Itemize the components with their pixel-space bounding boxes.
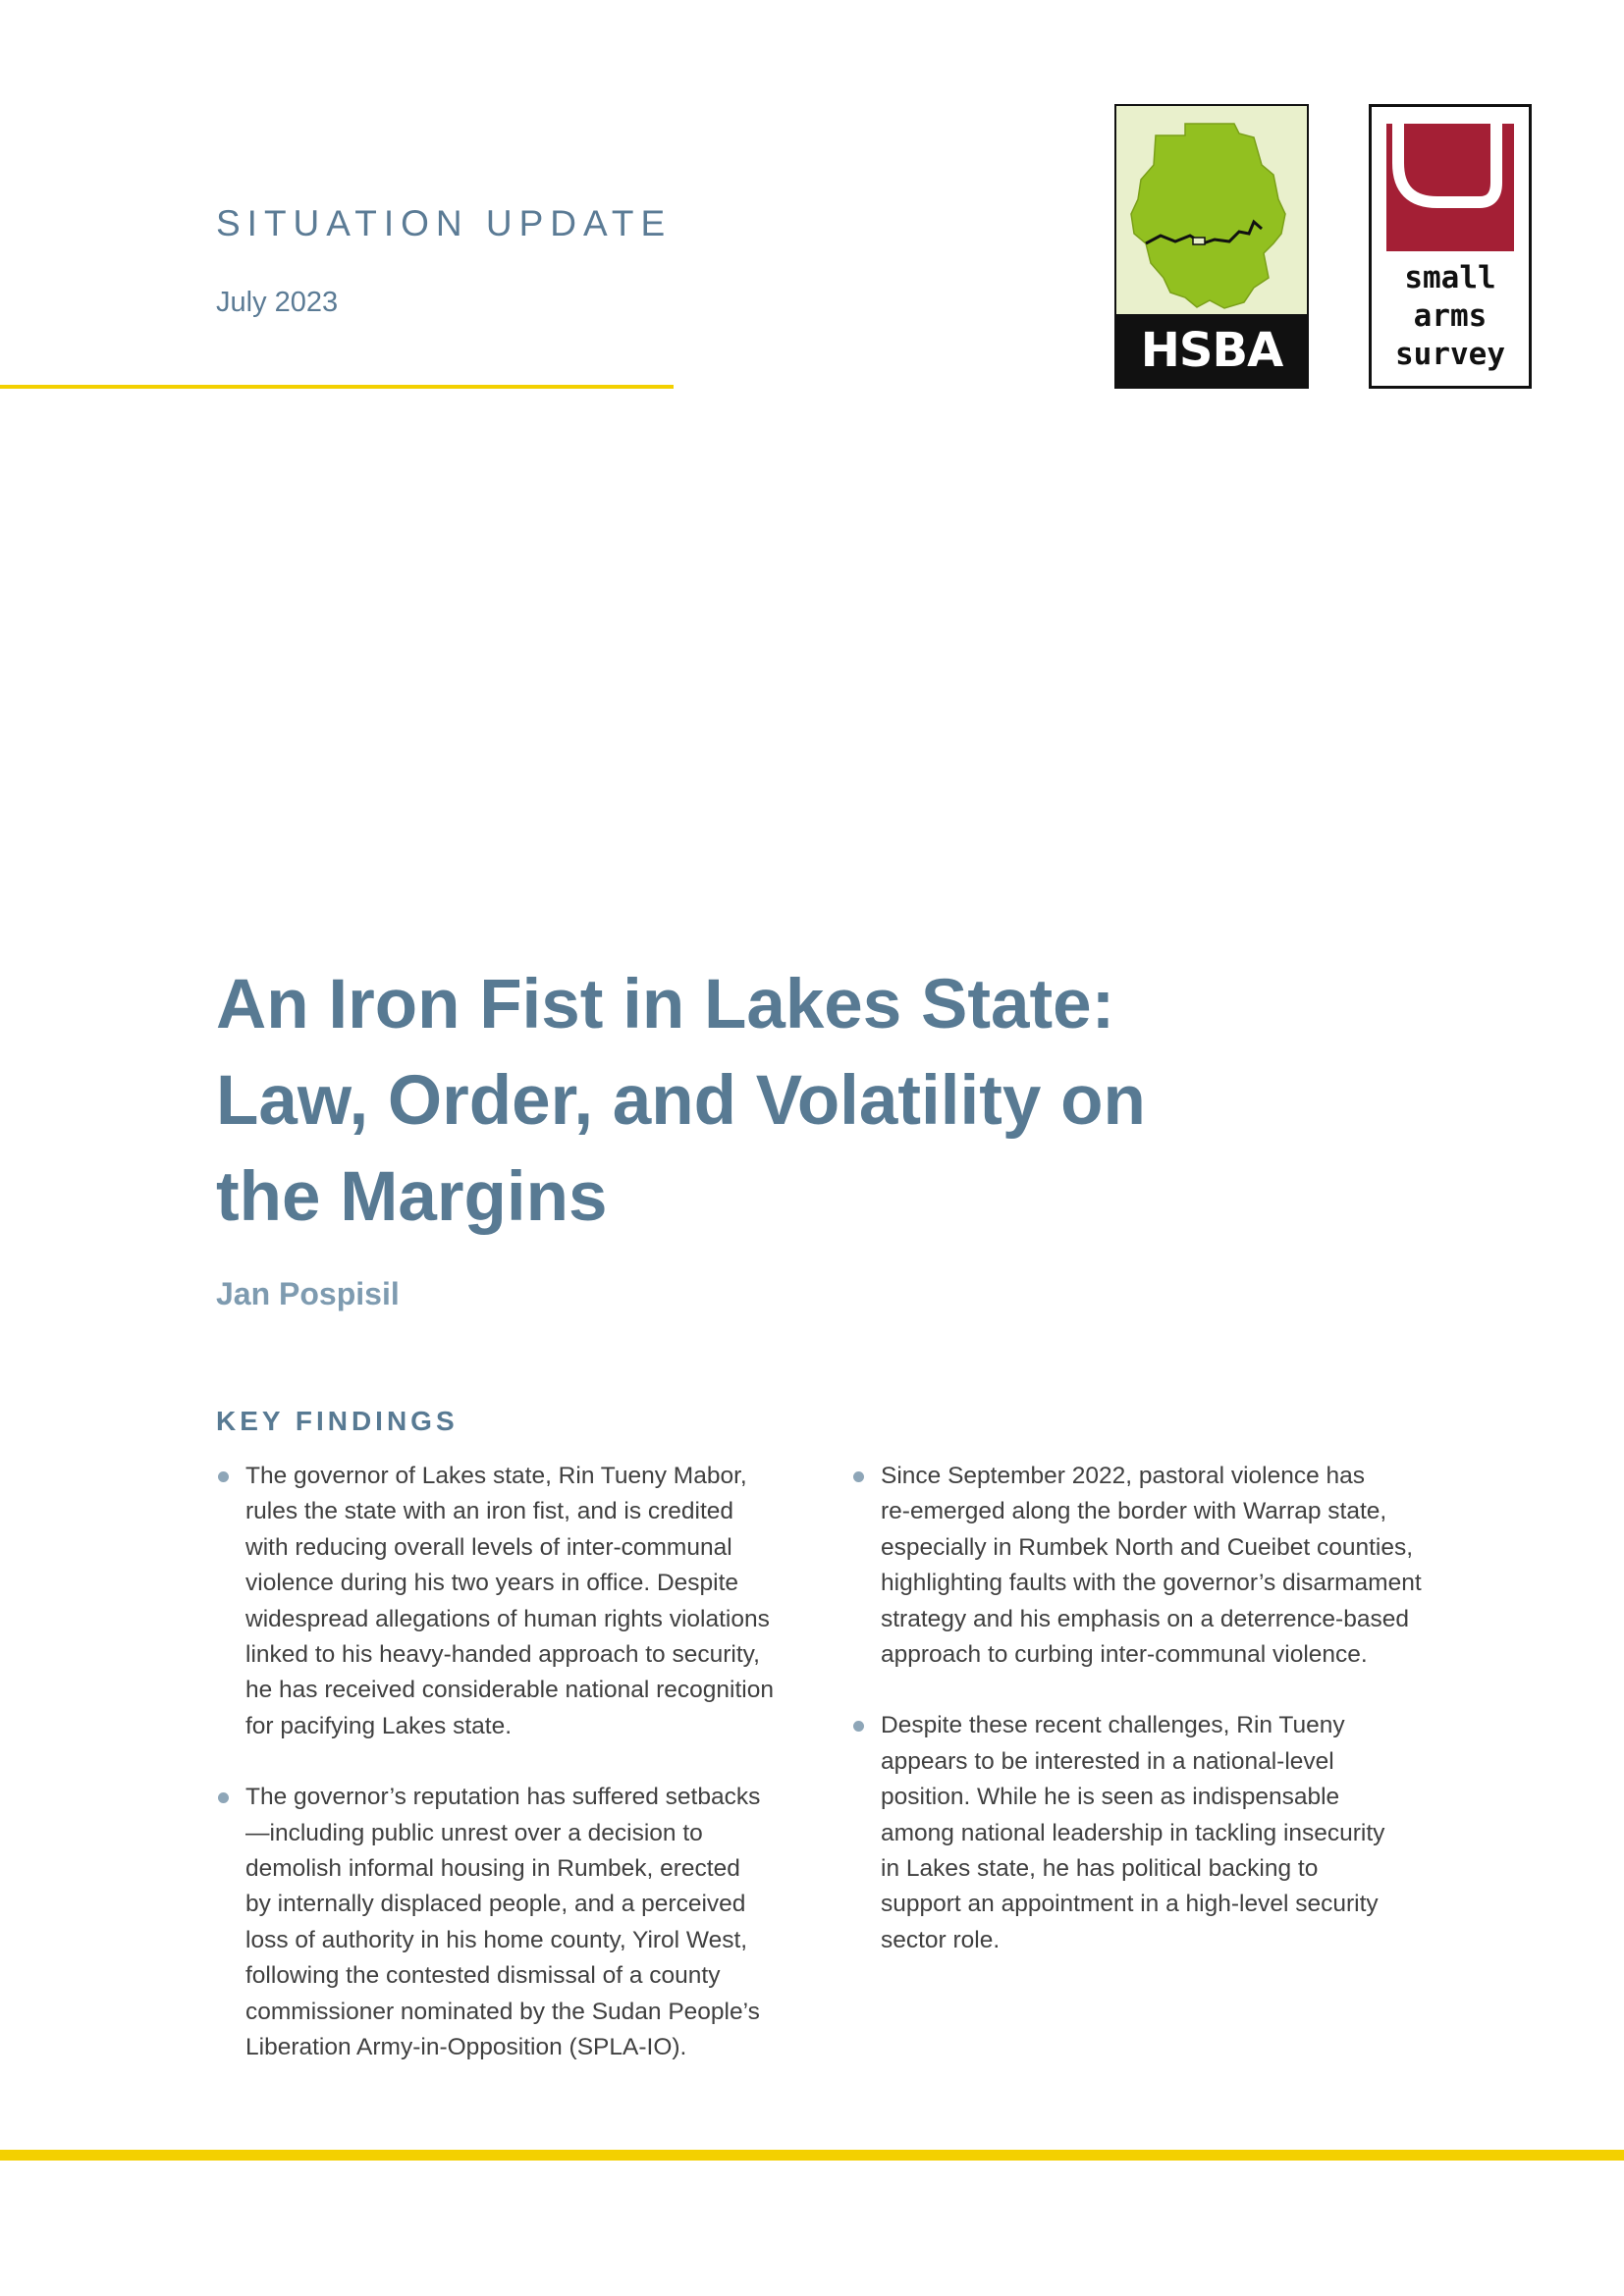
finding-line: commissioner nominated by the Sudan People’s [245,1998,760,2025]
finding-line: with reducing overall levels of inter-communal [245,1533,732,1561]
document-title [216,957,1345,1246]
finding-item [851,1708,1401,1958]
finding-line: Despite these recent challenges, Rin Tueny [881,1712,1345,1739]
finding-line: support an appointment in a high-level security [881,1891,1379,1918]
finding-line: Liberation Army-in-Opposition (SPLA-IO). [245,2034,687,2061]
finding-line: rules the state with an iron fist, and is credited [245,1498,734,1525]
sas-emblem-icon [1386,124,1514,251]
title-line: Law, Order, and Volatility on [216,1062,1146,1140]
author-name: Jan Pospisil [216,1276,400,1311]
bullet-icon [218,1471,229,1482]
finding-line: highlighting faults with the governor’s disarmament [881,1570,1422,1597]
hsba-logo [1114,104,1309,389]
title-line: the Margins [216,1158,608,1236]
finding-item [216,1780,766,2065]
finding-line: for pacifying Lakes state. [245,1712,513,1739]
bullet-icon [853,1471,864,1482]
finding-line: he has received considerable national recognition [245,1677,774,1704]
sas-word: arms [1413,298,1488,334]
title-line: An Iron Fist in Lakes State: [216,966,1115,1043]
finding-line: by internally displaced people, and a perceived [245,1891,746,1918]
finding-line: in Lakes state, he has political backing to [881,1855,1319,1883]
sas-word: small [1404,260,1496,295]
finding-line: especially in Rumbek North and Cueibet counties, [881,1533,1414,1561]
finding-line: appears to be interested in a national-level [881,1747,1334,1775]
bottom-divider [0,2150,1624,2161]
small-arms-survey-logo [1369,104,1532,389]
finding-line: following the contested dismissal of a county [245,1962,721,1990]
finding-line: sector role. [881,1926,1001,1953]
finding-line: loss of authority in his home county, Yirol West, [245,1926,748,1953]
finding-line: The governor of Lakes state, Rin Tueny Mabor, [245,1463,747,1489]
finding-line: widespread allegations of human rights violations [245,1605,770,1632]
bullet-icon [218,1792,229,1803]
finding-line: The governor’s reputation has suffered setbacks [245,1784,761,1811]
top-divider [0,385,674,389]
finding-line: violence during his two years in office. Despite [245,1570,739,1597]
publication-date: July 2023 [216,287,339,318]
finding-line: re-emerged along the border with Warrap state, [881,1498,1387,1525]
finding-line: linked to his heavy-handed approach to security, [245,1641,760,1669]
sas-word: survey [1395,337,1505,372]
bullet-icon [853,1721,864,1732]
finding-line: position. While he is seen as indispensable [881,1784,1340,1811]
finding-item [851,1459,1422,1673]
key-findings-heading: KEY FINDINGS [216,1406,459,1436]
sudan-map-icon [1116,106,1307,316]
finding-item [216,1459,774,1744]
finding-line: among national leadership in tackling insecurity [881,1819,1385,1846]
findings-column-right [851,1459,1422,1994]
finding-line: Since September 2022, pastoral violence has [881,1463,1366,1489]
sas-wordmark [1372,259,1529,374]
findings-column-left [216,1459,774,2102]
hsba-wordmark: HSBA [1116,314,1307,387]
finding-line: demolish informal housing in Rumbek, erected [245,1855,740,1883]
finding-line: —including public unrest over a decision to [245,1819,703,1846]
finding-line: strategy and his emphasis on a deterrence-based [881,1605,1409,1632]
series-label: SITUATION UPDATE [216,203,673,243]
finding-line: approach to curbing inter-communal violence. [881,1641,1368,1669]
